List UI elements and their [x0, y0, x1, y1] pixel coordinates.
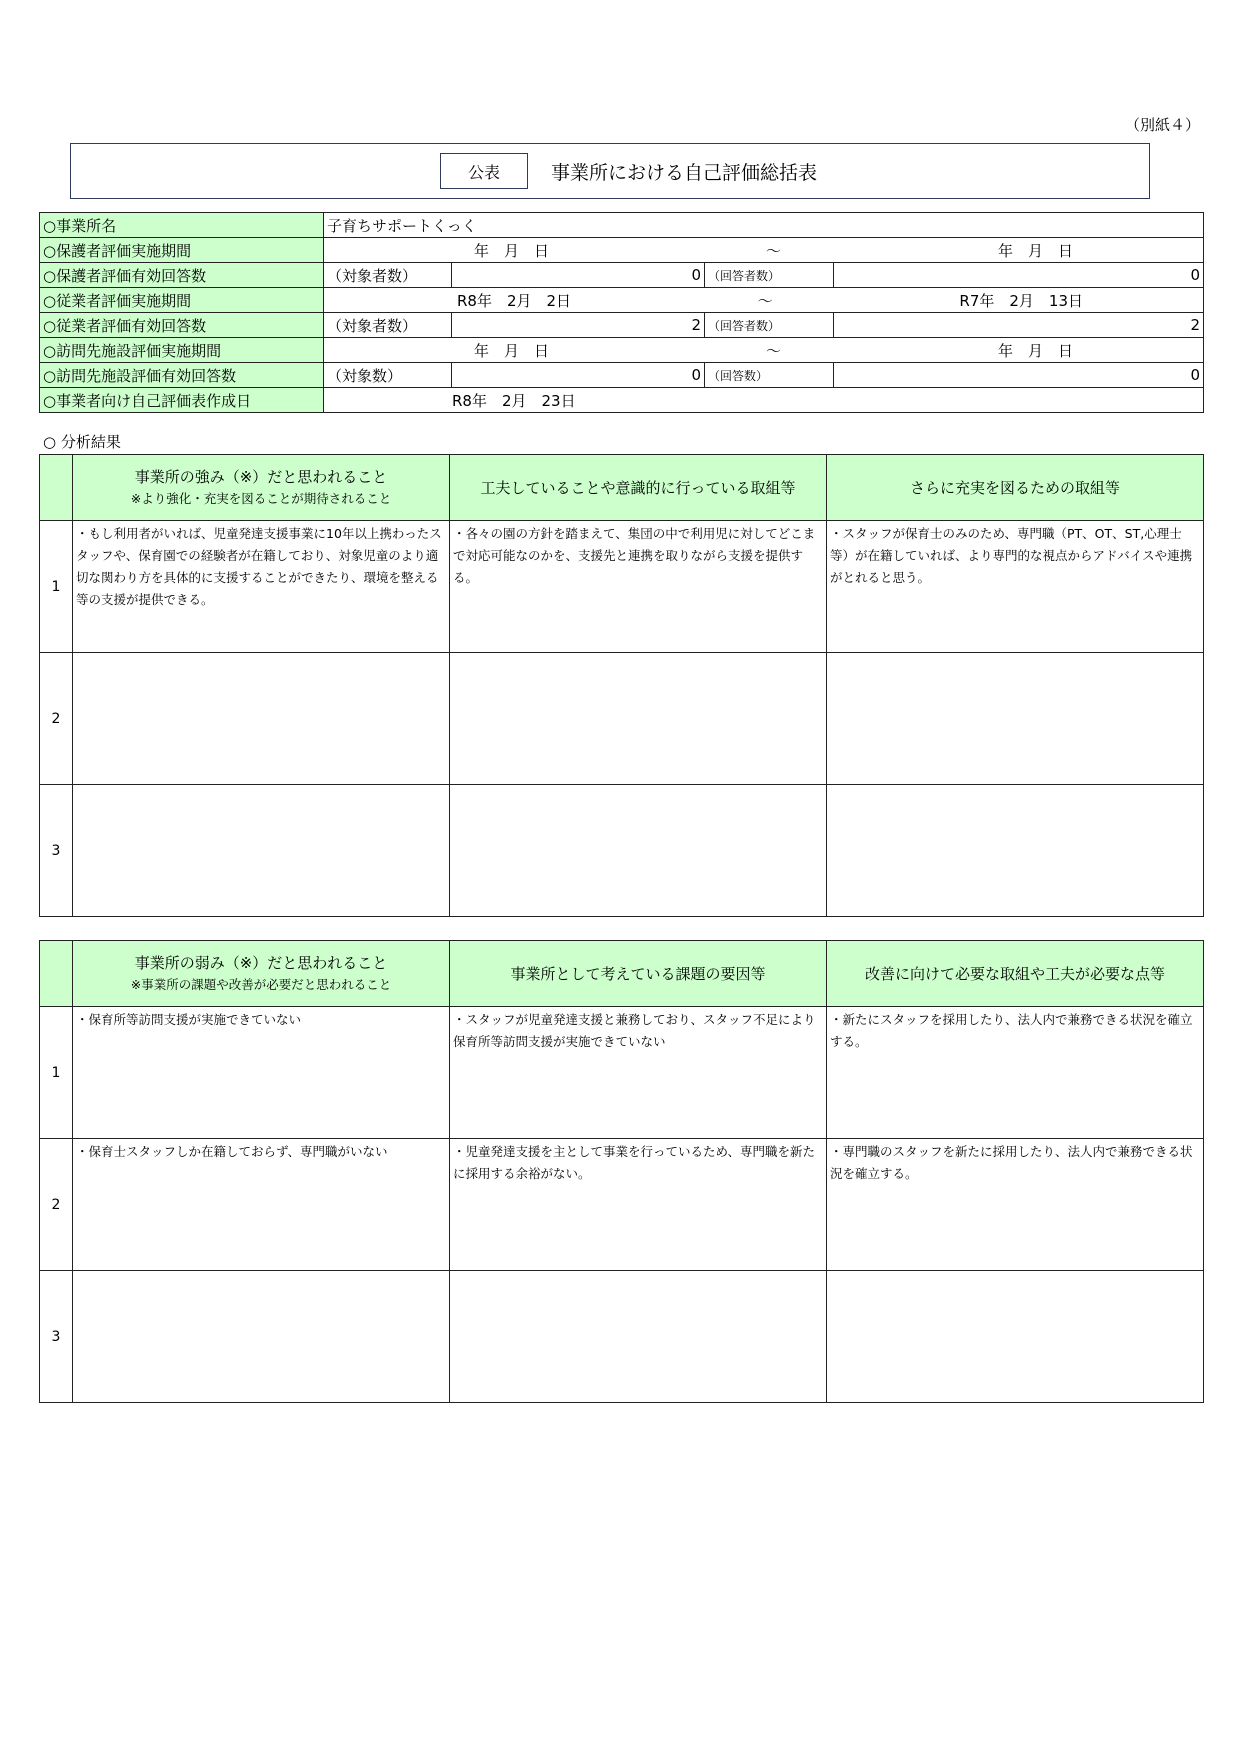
visit-answer-label: （回答数） — [705, 363, 834, 388]
tilde: ～ — [766, 341, 782, 360]
visit-period-row — [40, 338, 1204, 363]
staff-target-label: （対象者数） — [324, 313, 452, 338]
guardian-period-label: ○保護者評価実施期間 — [40, 238, 324, 263]
staff-period-start: R8年 2月 2日 — [457, 291, 572, 310]
guardian-period-row — [40, 238, 1204, 263]
facility-label: ○事業所名 — [40, 213, 324, 238]
weaknesses-col1-title: 事業所の弱み（※）だと思われること — [134, 953, 388, 972]
visit-period-cell — [324, 338, 1204, 363]
strengths-col1-header — [73, 455, 450, 521]
guardian-target-label: （対象者数） — [324, 263, 452, 288]
strengths-col1-sub: ※より強化・充実を図ることが期待されること — [130, 490, 392, 506]
created-value: R8年 2月 23日 — [324, 388, 1204, 413]
cause-cell: ・スタッフが児童発達支援と兼務しており、スタッフ不足により保育所等訪問支援が実施できていない — [450, 1007, 827, 1139]
staff-period-row — [40, 288, 1204, 313]
created-row — [40, 388, 1204, 413]
facility-value: 子育ちサポートくっく — [324, 213, 1204, 238]
table-row — [40, 1139, 1204, 1271]
staff-answer-value: 2 — [834, 313, 1204, 338]
row-number: 2 — [40, 1139, 73, 1271]
strengths-header-row — [40, 455, 1204, 521]
guardian-period-cell — [324, 238, 1204, 263]
strengths-col1-title: 事業所の強み（※）だと思われること — [134, 467, 388, 486]
effort-cell: ・各々の園の方針を踏まえて、集団の中で利用児に対してどこまで対応可能なのかを、支援先と連携を取りながら支援を提供する。 — [450, 521, 827, 653]
improvement-cell: ・専門職のスタッフを新たに採用したり、法人内で兼務できる状況を確立する。 — [827, 1139, 1204, 1271]
guardian-period-start: 年 月 日 — [474, 241, 550, 260]
strength-cell: ・もし利用者がいれば、児童発達支援事業に10年以上携わったスタッフや、保育園での経験者が在籍しており、対象児童のより適切な関わり方を具体的に支援することができたり、環境を整える等の支援が提供できる。 — [73, 521, 450, 653]
weaknesses-col2-header: 事業所として考えている課題の要因等 — [450, 941, 827, 1007]
staff-count-label: ○従業者評価有効回答数 — [40, 313, 324, 338]
guardian-target-value: 0 — [452, 263, 705, 288]
weaknesses-header-row — [40, 941, 1204, 1007]
improvement-cell — [827, 1271, 1204, 1403]
effort-cell — [450, 785, 827, 917]
title-box — [70, 143, 1150, 199]
guardian-period-end: 年 月 日 — [998, 241, 1074, 260]
enhancement-cell — [827, 653, 1204, 785]
guardian-count-row — [40, 263, 1204, 288]
visit-count-row — [40, 363, 1204, 388]
staff-target-value: 2 — [452, 313, 705, 338]
row-number: 3 — [40, 1271, 73, 1403]
table-row — [40, 1007, 1204, 1139]
header-blank — [40, 455, 73, 521]
facility-row — [40, 213, 1204, 238]
strengths-table — [39, 454, 1204, 917]
table-row — [40, 521, 1204, 653]
effort-cell — [450, 653, 827, 785]
tilde: ～ — [766, 241, 782, 260]
improvement-cell: ・新たにスタッフを採用したり、法人内で兼務できる状況を確立する。 — [827, 1007, 1204, 1139]
row-number: 1 — [40, 1007, 73, 1139]
table-row — [40, 785, 1204, 917]
visit-period-label: ○訪問先施設評価実施期間 — [40, 338, 324, 363]
staff-period-end: R7年 2月 13日 — [959, 291, 1083, 310]
guardian-answer-value: 0 — [834, 263, 1204, 288]
enhancement-cell: ・スタッフが保育士のみのため、専門職（PT、OT、ST,心理士等）が在籍していれば、より専門的な視点からアドバイスや連携がとれると思う。 — [827, 521, 1204, 653]
enhancement-cell — [827, 785, 1204, 917]
strength-cell — [73, 653, 450, 785]
weakness-cell: ・保育所等訪問支援が実施できていない — [73, 1007, 450, 1139]
visit-period-start: 年 月 日 — [474, 341, 550, 360]
guardian-count-label: ○保護者評価有効回答数 — [40, 263, 324, 288]
weaknesses-col3-header: 改善に向けて必要な取組や工夫が必要な点等 — [827, 941, 1204, 1007]
strengths-col2-header: 工夫していることや意識的に行っている取組等 — [450, 455, 827, 521]
visit-target-value: 0 — [452, 363, 705, 388]
header-blank — [40, 941, 73, 1007]
staff-count-row — [40, 313, 1204, 338]
tilde: ～ — [757, 291, 773, 310]
weaknesses-col1-header — [73, 941, 450, 1007]
staff-period-cell — [324, 288, 1204, 313]
weaknesses-col1-sub: ※事業所の課題や改善が必要だと思われること — [130, 976, 392, 992]
visit-answer-value: 0 — [834, 363, 1204, 388]
row-number: 1 — [40, 521, 73, 653]
public-label: 公表 — [440, 153, 528, 189]
cause-cell — [450, 1271, 827, 1403]
visit-period-end: 年 月 日 — [998, 341, 1074, 360]
staff-period-label: ○従業者評価実施期間 — [40, 288, 324, 313]
visit-count-label: ○訪問先施設評価有効回答数 — [40, 363, 324, 388]
guardian-answer-label: （回答者数） — [705, 263, 834, 288]
table-row — [40, 1271, 1204, 1403]
cause-cell: ・児童発達支援を主として事業を行っているため、専門職を新たに採用する余裕がない。 — [450, 1139, 827, 1271]
row-number: 3 — [40, 785, 73, 917]
annex-label: （別紙４） — [1124, 116, 1200, 134]
created-label: ○事業者向け自己評価表作成日 — [40, 388, 324, 413]
section-label: ○ 分析結果 — [43, 433, 121, 451]
weaknesses-table — [39, 940, 1204, 1403]
row-number: 2 — [40, 653, 73, 785]
visit-target-label: （対象数） — [324, 363, 452, 388]
weakness-cell: ・保育士スタッフしか在籍しておらず、専門職がいない — [73, 1139, 450, 1271]
info-table — [39, 212, 1204, 413]
strength-cell — [73, 785, 450, 917]
page-title: 事業所における自己評価総括表 — [551, 162, 818, 184]
strengths-col3-header: さらに充実を図るための取組等 — [827, 455, 1204, 521]
staff-answer-label: （回答者数） — [705, 313, 834, 338]
weakness-cell — [73, 1271, 450, 1403]
table-row — [40, 653, 1204, 785]
